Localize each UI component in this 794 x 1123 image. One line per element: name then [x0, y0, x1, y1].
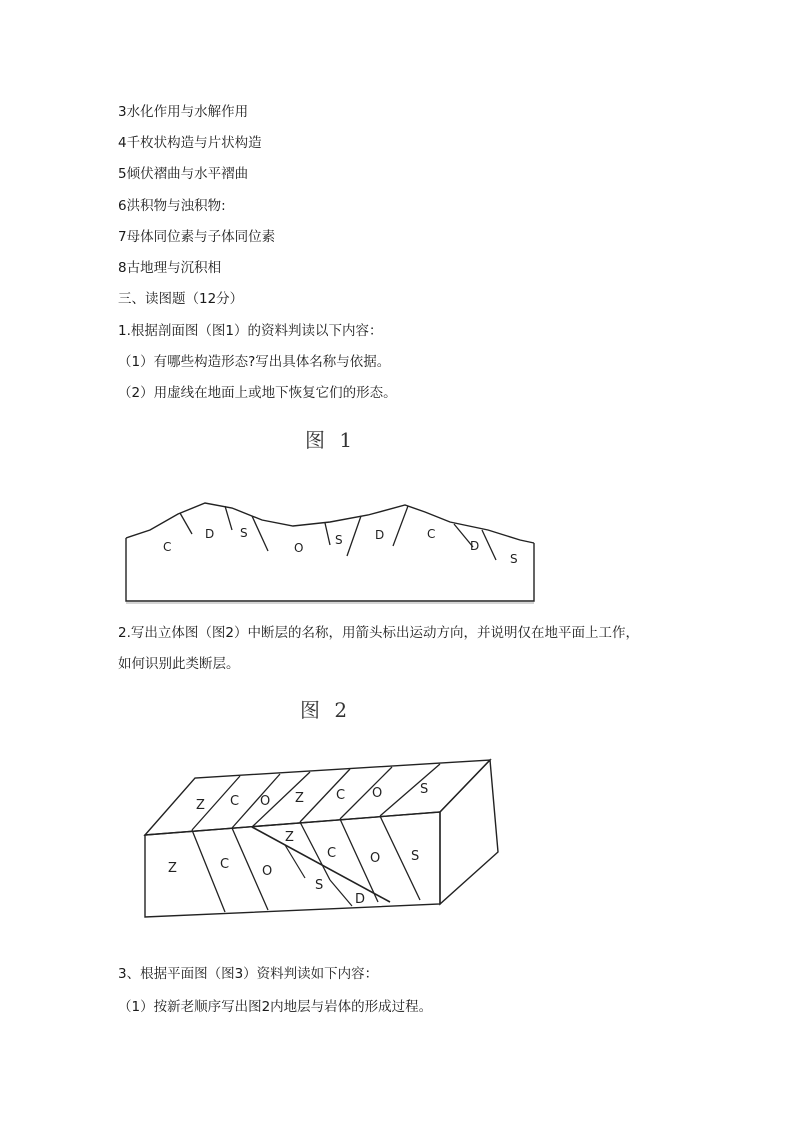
fig1-label-s2: S: [335, 533, 343, 547]
fig2-top-c1: C: [230, 794, 240, 809]
fig2-front-s1: S: [411, 849, 420, 864]
fig2-front-s2: S: [315, 878, 324, 893]
fig2-front-c1: C: [220, 857, 230, 872]
fig1-label-c2: C: [427, 527, 436, 541]
fig1-label-d2: D: [375, 528, 385, 542]
fig2-front-z2: Z: [285, 830, 294, 845]
fig2-top-c2: C: [336, 788, 346, 803]
fig1-label-d3: D: [470, 539, 480, 553]
question-3: 3、根据平面图（图3）资料判读如下内容：: [118, 966, 379, 982]
line-8: 8古地理与沉积相: [118, 260, 222, 276]
fig2-front-c2: C: [327, 846, 337, 861]
question-1-part-2: （2）用虚线在地面上或地下恢复它们的形态。: [118, 385, 397, 401]
question-2-line-2: 如何识别此类断层。: [118, 656, 240, 672]
question-1: 1.根据剖面图（图1）的资料判读以下内容：: [118, 323, 383, 339]
question-1-part-1: （1）有哪些构造形态?写出具体名称与依据。: [118, 354, 391, 370]
line-6: 6洪积物与浊积物:: [118, 198, 226, 214]
question-2-line-1: 2.写出立体图（图2）中断层的名称，用箭头标出运动方向，并说明仅在地平面上工作，: [118, 625, 639, 641]
fig2-front-d: D: [355, 892, 366, 907]
fig2-front-o1: O: [262, 864, 273, 879]
fig1-label-s1: S: [240, 526, 248, 540]
fig2-front-o2: O: [370, 851, 381, 866]
line-4: 4千枚状构造与片状构造: [118, 135, 262, 151]
fig1-label-d1: D: [205, 527, 215, 541]
line-7: 7母体同位素与子体同位素: [118, 229, 276, 245]
figure-1-title: 图 1: [305, 428, 357, 452]
question-3-part-1: （1）按新老顺序写出图2内地层与岩体的形成过程。: [118, 999, 433, 1015]
fig1-label-s3: S: [510, 552, 518, 566]
figure-2-title: 图 2: [300, 698, 352, 722]
fig1-label-o: O: [294, 541, 304, 555]
fig2-top-s: S: [420, 782, 429, 797]
section-heading: 三、读图题（12分）: [118, 291, 244, 307]
fig2-top-o2: O: [372, 786, 383, 801]
fig2-top-z2: Z: [295, 791, 304, 806]
line-3: 3水化作用与水解作用: [118, 104, 249, 120]
fig2-front-z1: Z: [168, 861, 177, 876]
fig2-top-o1: O: [260, 794, 271, 809]
line-5: 5倾伏褶曲与水平褶曲: [118, 166, 249, 182]
fig1-label-c1: C: [163, 540, 172, 554]
fig2-top-z1: Z: [196, 798, 205, 813]
